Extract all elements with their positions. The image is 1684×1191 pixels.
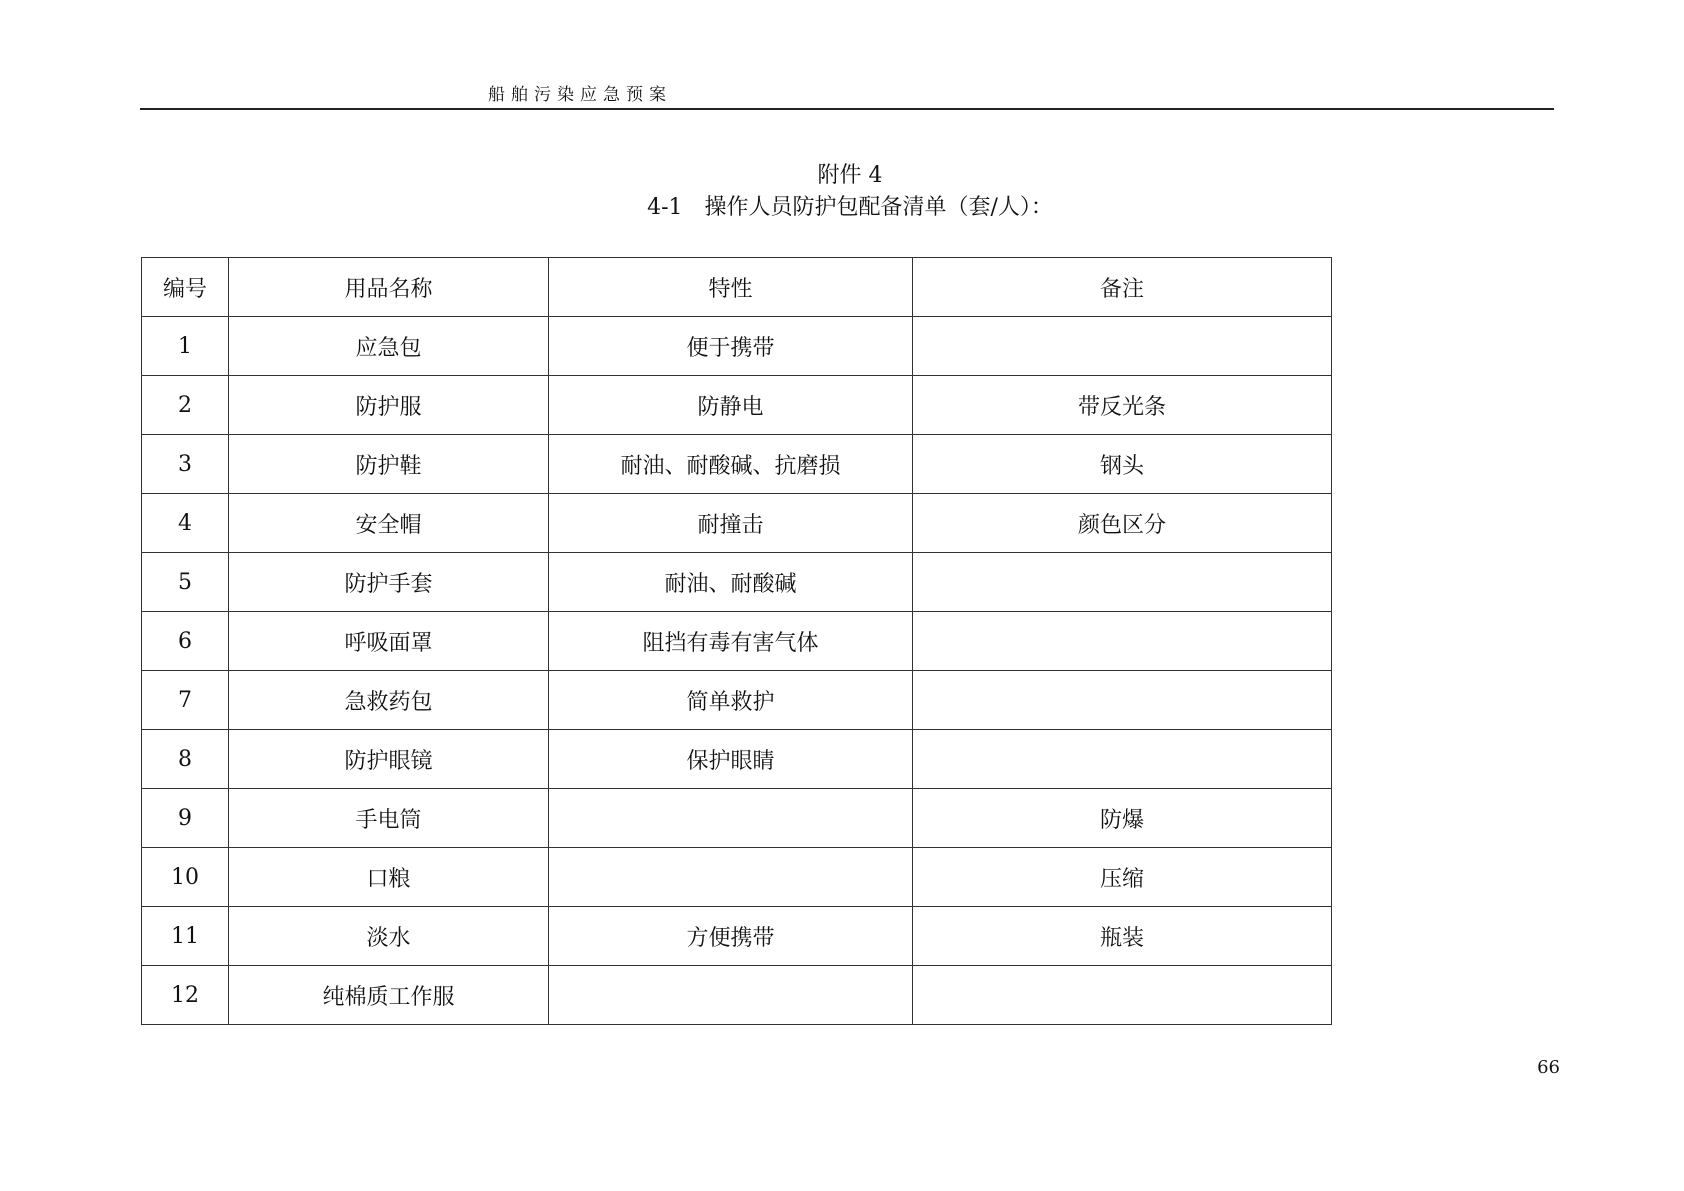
- cell-number: 6: [142, 612, 229, 671]
- cell-number: 2: [142, 376, 229, 435]
- cell-property: 简单救护: [549, 671, 913, 730]
- table-row: [142, 376, 1332, 435]
- table-row: [142, 553, 1332, 612]
- equipment-table: [141, 257, 1332, 1025]
- table-row: [142, 494, 1332, 553]
- table-row: [142, 789, 1332, 848]
- cell-property: [549, 848, 913, 907]
- cell-remarks: 钢头: [913, 435, 1332, 494]
- cell-remarks: 压缩: [913, 848, 1332, 907]
- cell-property: 耐油、耐酸碱: [549, 553, 913, 612]
- cell-item-name: 口粮: [229, 848, 549, 907]
- cell-number: 1: [142, 317, 229, 376]
- header-cell-item-name: 用品名称: [229, 258, 549, 317]
- cell-remarks: [913, 317, 1332, 376]
- header-cell-remarks: 备注: [913, 258, 1332, 317]
- cell-remarks: 瓶装: [913, 907, 1332, 966]
- table-row: [142, 907, 1332, 966]
- table-row: [142, 671, 1332, 730]
- cell-number: 12: [142, 966, 229, 1025]
- cell-item-name: 防护服: [229, 376, 549, 435]
- cell-item-name: 急救药包: [229, 671, 549, 730]
- cell-property: [549, 789, 913, 848]
- table-row: [142, 612, 1332, 671]
- cell-number: 9: [142, 789, 229, 848]
- cell-item-name: 防护鞋: [229, 435, 549, 494]
- cell-item-name: 安全帽: [229, 494, 549, 553]
- table-row: [142, 435, 1332, 494]
- cell-item-name: 防护手套: [229, 553, 549, 612]
- cell-item-name: 防护眼镜: [229, 730, 549, 789]
- cell-item-name: 纯棉质工作服: [229, 966, 549, 1025]
- header-cell-property: 特性: [549, 258, 913, 317]
- cell-remarks: 防爆: [913, 789, 1332, 848]
- title-block: [500, 160, 1200, 224]
- table-row: [142, 730, 1332, 789]
- cell-item-name: 呼吸面罩: [229, 612, 549, 671]
- cell-number: 10: [142, 848, 229, 907]
- cell-property: 阻挡有毒有害气体: [549, 612, 913, 671]
- cell-number: 4: [142, 494, 229, 553]
- cell-property: [549, 966, 913, 1025]
- cell-property: 方便携带: [549, 907, 913, 966]
- cell-property: 防静电: [549, 376, 913, 435]
- table-caption: 4-1 操作人员防护包配备清单（套/人）：: [647, 195, 1053, 220]
- cell-number: 3: [142, 435, 229, 494]
- header-rule: [140, 108, 1554, 110]
- cell-remarks: [913, 612, 1332, 671]
- cell-remarks: [913, 553, 1332, 612]
- cell-property: 耐油、耐酸碱、抗磨损: [549, 435, 913, 494]
- cell-remarks: 颜色区分: [913, 494, 1332, 553]
- cell-remarks: 带反光条: [913, 376, 1332, 435]
- header-cell-number: 编号: [142, 258, 229, 317]
- cell-number: 8: [142, 730, 229, 789]
- cell-remarks: [913, 671, 1332, 730]
- table-header-row: [142, 258, 1332, 317]
- cell-property: 便于携带: [549, 317, 913, 376]
- cell-property: 保护眼睛: [549, 730, 913, 789]
- table-row: [142, 317, 1332, 376]
- cell-remarks: [913, 730, 1332, 789]
- cell-item-name: 淡水: [229, 907, 549, 966]
- running-header: 船舶污染应急预案: [488, 85, 672, 105]
- cell-number: 5: [142, 553, 229, 612]
- table-row: [142, 966, 1332, 1025]
- table-row: [142, 848, 1332, 907]
- cell-item-name: 手电筒: [229, 789, 549, 848]
- cell-property: 耐撞击: [549, 494, 913, 553]
- cell-item-name: 应急包: [229, 317, 549, 376]
- cell-number: 7: [142, 671, 229, 730]
- cell-number: 11: [142, 907, 229, 966]
- appendix-title: 附件 4: [817, 163, 883, 188]
- cell-remarks: [913, 966, 1332, 1025]
- page-number: 66: [1537, 1057, 1560, 1078]
